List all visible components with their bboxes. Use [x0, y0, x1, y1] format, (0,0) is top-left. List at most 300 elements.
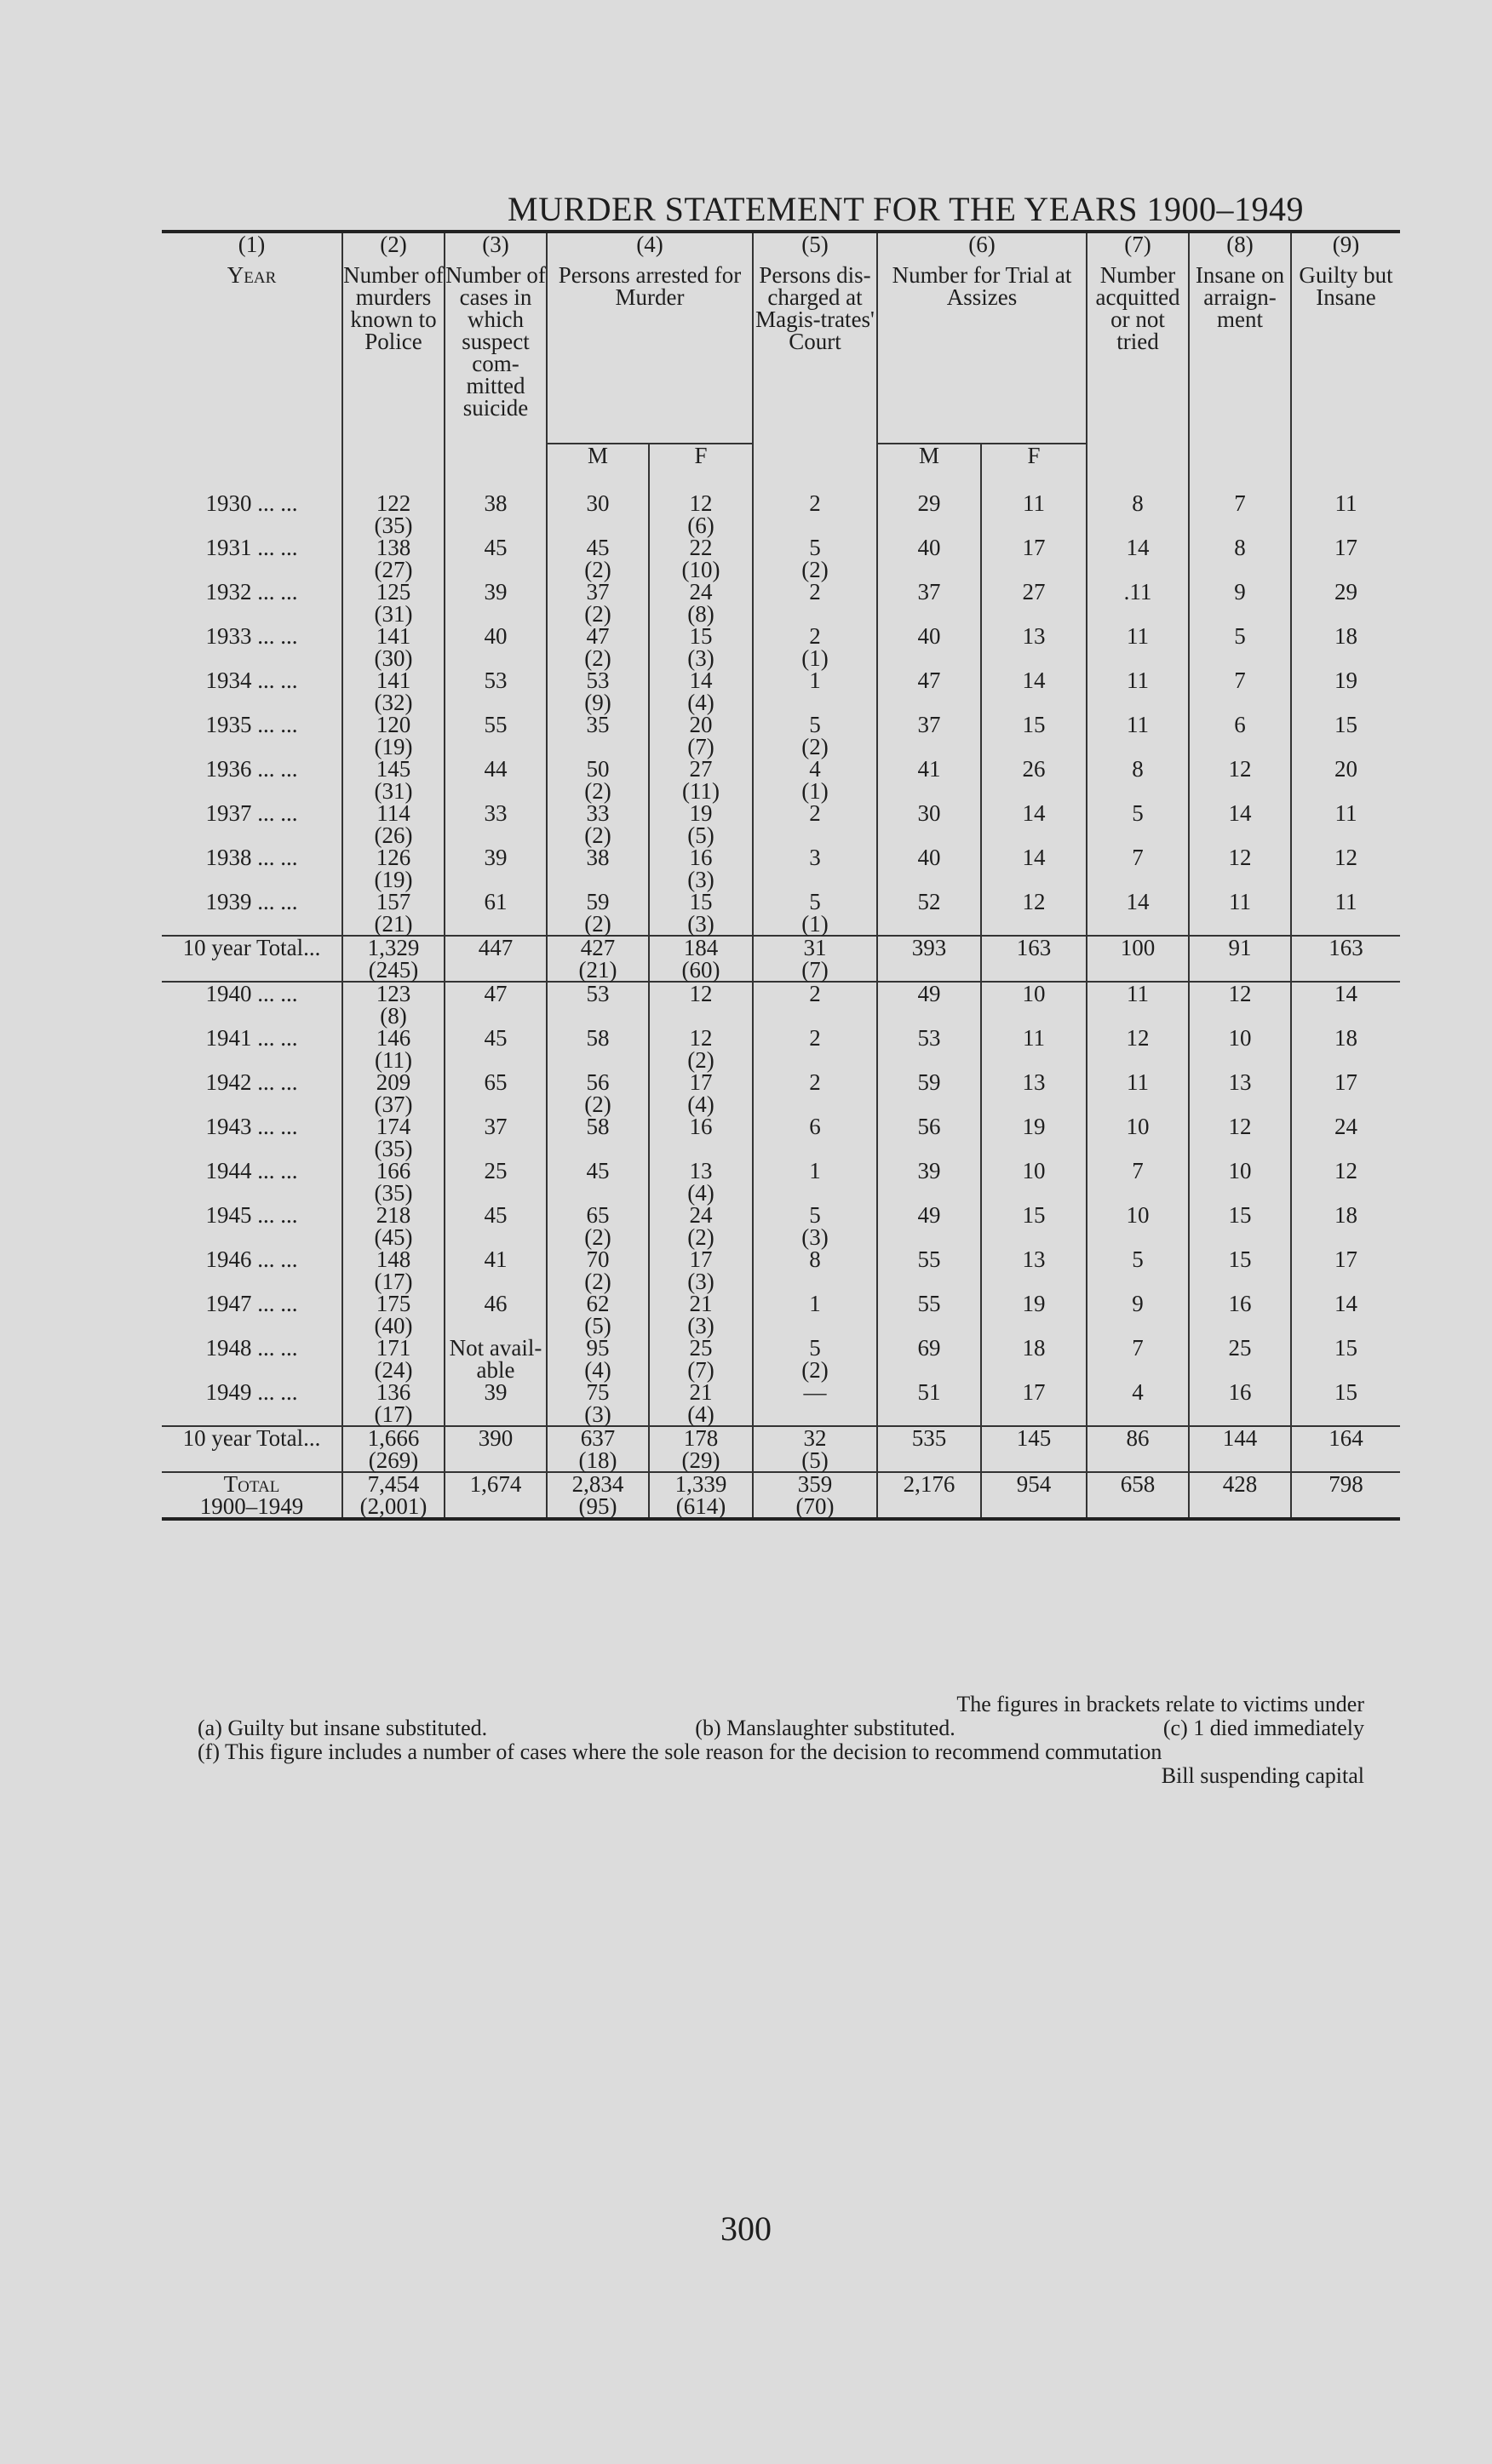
cell-c6m: [877, 936, 981, 982]
value-c2: 1,329: [367, 935, 420, 960]
value-c9: 17: [1334, 1246, 1358, 1272]
value-c6f: 11: [1023, 1025, 1046, 1051]
value-c2: 218: [376, 1202, 411, 1228]
value-c2: 145: [376, 756, 411, 782]
value-c7: 11: [1127, 623, 1150, 649]
value-c2: 166: [376, 1158, 411, 1183]
cell-c8: [1189, 1248, 1291, 1292]
cell-c9: [1291, 581, 1400, 625]
table-row: [162, 669, 1400, 713]
cell-c6m: [877, 713, 981, 758]
value-c5: 1: [809, 1158, 821, 1183]
cell-c6f: [981, 1472, 1087, 1519]
cell-c9: [1291, 758, 1400, 802]
cell-c8: [1189, 891, 1291, 936]
note-c: (c) 1 died immediately: [1162, 1716, 1364, 1740]
cell-c6m: [877, 846, 981, 891]
value-c4m: 47: [586, 623, 610, 649]
cell-c3: [445, 1337, 547, 1381]
header-arrested-m: M: [547, 444, 649, 492]
value-c2: 120: [376, 712, 411, 737]
cell-c9: [1291, 492, 1400, 536]
header-trial: Number for Trial at Assizes: [877, 264, 1087, 444]
year-label: 1945 ... ...: [205, 1202, 298, 1228]
cell-c6f: [981, 669, 1087, 713]
cell-c3: [445, 982, 547, 1027]
cell-c9: [1291, 713, 1400, 758]
value-c6f: 10: [1022, 981, 1046, 1006]
value-c5: 2: [809, 1025, 821, 1051]
bracket-c4m: (2): [584, 645, 611, 671]
header-trial-m: M: [877, 444, 981, 492]
value-c5: 359: [797, 1471, 833, 1497]
cell-c6m: [877, 1160, 981, 1204]
header-arrested: Persons arrested for Murder: [547, 264, 753, 444]
cell-c4m: [547, 492, 649, 536]
cell-c7: [1087, 891, 1189, 936]
cell-c5: [753, 1115, 877, 1160]
col-number-5: (5): [753, 232, 877, 264]
bracket-c2: (245): [368, 957, 419, 983]
cell-c8: [1189, 1292, 1291, 1337]
cell-c9: [1291, 625, 1400, 669]
value-c9: 11: [1334, 490, 1357, 516]
bracket-c2: (19): [374, 867, 413, 892]
cell-c9: [1291, 846, 1400, 891]
value-c8: 12: [1228, 981, 1252, 1006]
value-c2: 123: [376, 981, 411, 1006]
bracket-c4f: (4): [687, 1401, 714, 1427]
cell-c7: [1087, 936, 1189, 982]
value-c4f: 15: [689, 623, 713, 649]
cell-c9: [1291, 1381, 1400, 1426]
bracket-c2: (2,001): [359, 1493, 428, 1519]
value-c6m: 56: [917, 1114, 941, 1139]
cell-c2: [342, 936, 445, 982]
value-c5: 2: [809, 623, 821, 649]
value-c6f: 13: [1022, 1069, 1046, 1095]
bracket-c5: (1): [801, 778, 829, 804]
value-c4f: 15: [689, 889, 713, 914]
value-c3: 41: [484, 1246, 508, 1272]
value-c4m: 53: [586, 981, 610, 1006]
value-c8: 7: [1234, 490, 1246, 516]
cell-c4m: [547, 625, 649, 669]
cell-c6f: [981, 982, 1087, 1027]
cell-c2: [342, 625, 445, 669]
bracket-c2: (11): [375, 1047, 412, 1073]
year-label: 1942 ... ...: [205, 1069, 298, 1095]
value-c5: 2: [809, 981, 821, 1006]
cell-c4f: [649, 536, 753, 581]
value-c5: 31: [803, 935, 827, 960]
page-title: MURDER STATEMENT FOR THE YEARS 1900–1949: [508, 190, 1305, 228]
bracket-c2: (31): [374, 601, 413, 627]
cell-c6f: [981, 936, 1087, 982]
cell-c6m: [877, 1071, 981, 1115]
cell-c4m: [547, 982, 649, 1027]
value-c2: 122: [376, 490, 411, 516]
cell-c2: [342, 492, 445, 536]
value-c5: 32: [803, 1425, 827, 1451]
value-c7: 5: [1132, 1246, 1144, 1272]
bracket-c4f: (8): [687, 601, 714, 627]
value-c9: 11: [1334, 889, 1357, 914]
value-c2: 175: [376, 1291, 411, 1316]
value-c4f: 16: [689, 1114, 713, 1139]
bracket-c4f: (614): [675, 1493, 726, 1519]
table-row: [162, 1027, 1400, 1071]
value-c6f: 15: [1022, 712, 1046, 737]
bracket-c4f: (3): [687, 1269, 714, 1294]
cell-c4f: [649, 1472, 753, 1519]
table-row: [162, 536, 1400, 581]
cell-c8: [1189, 1426, 1291, 1472]
cell-c6m: [877, 982, 981, 1027]
bracket-c2: (8): [380, 1003, 407, 1029]
cell-c9: [1291, 1472, 1400, 1519]
value-c4f: 24: [689, 1202, 713, 1228]
cell-c7: [1087, 1027, 1189, 1071]
value-c4f: 21: [689, 1291, 713, 1316]
cell-c3: [445, 802, 547, 846]
cell-c9: [1291, 669, 1400, 713]
year-label: 1947 ... ...: [205, 1291, 298, 1316]
cell-c7: [1087, 1381, 1189, 1426]
col-number-6: (6): [877, 232, 1087, 264]
cell-c6f: [981, 1115, 1087, 1160]
cell-c3: [445, 492, 547, 536]
value-c4f: 184: [683, 935, 719, 960]
value-c2: 141: [376, 623, 411, 649]
cell-c6f: [981, 492, 1087, 536]
value-c4f: 22: [689, 535, 713, 560]
table-row: [162, 1248, 1400, 1292]
value-c6m: 30: [917, 800, 941, 826]
value-c9: 15: [1334, 1335, 1358, 1361]
year-label: 1934 ... ...: [205, 668, 298, 693]
value-c9: 17: [1334, 1069, 1358, 1095]
value-c6m: 59: [917, 1069, 941, 1095]
cell-c4m: [547, 1248, 649, 1292]
value-c4f: 12: [689, 1025, 713, 1051]
value-c8: 10: [1228, 1158, 1252, 1183]
bracket-c4m: (2): [584, 557, 611, 582]
cell-c4f: [649, 846, 753, 891]
bracket-c4m: (2): [584, 778, 611, 804]
value-c7: 7: [1132, 1335, 1144, 1361]
cell-c3: [445, 1472, 547, 1519]
bracket-c2: (32): [374, 690, 413, 715]
murder-statement-table: [162, 230, 1393, 1521]
bracket-c4m: (9): [584, 690, 611, 715]
cell-c3: [445, 1204, 547, 1248]
cell-c4f: [649, 1115, 753, 1160]
cell-c5: [753, 1426, 877, 1472]
cell-c5: [753, 891, 877, 936]
value-c6m: 55: [917, 1246, 941, 1272]
ten-year-total-label: 10 year Total...: [162, 1426, 342, 1472]
cell-c8: [1189, 936, 1291, 982]
value-c3: 45: [484, 535, 508, 560]
cell-c3: [445, 1292, 547, 1337]
value-c2: 146: [376, 1025, 411, 1051]
bracket-c4m: (2): [584, 1092, 611, 1117]
header-suicide-cases: Number of cases in which suspect com-mitted suicide: [445, 264, 547, 492]
note-f: (f) This figure includes a number of cases where the sole reason for the decision to recommend commutation: [198, 1739, 1162, 1764]
cell-c4m: [547, 846, 649, 891]
value-c6m: 52: [917, 889, 941, 914]
value-c6m: 41: [917, 756, 941, 782]
col-number-9: (9): [1291, 232, 1400, 264]
cell-c2: [342, 1472, 445, 1519]
cell-c7: [1087, 492, 1189, 536]
year-label: 1932 ... ...: [205, 579, 298, 605]
value-c5: 5: [809, 889, 821, 914]
value-c8: 9: [1234, 579, 1246, 605]
ten-year-total-row: [162, 1426, 1400, 1472]
cell-c8: [1189, 492, 1291, 536]
value-c6m: 49: [917, 1202, 941, 1228]
value-c4m: 62: [586, 1291, 610, 1316]
bracket-c4f: (3): [687, 867, 714, 892]
value-c4f: 12: [689, 981, 713, 1006]
value-c3: 39: [484, 579, 508, 605]
cell-c9: [1291, 1337, 1400, 1381]
value-c6f: 26: [1022, 756, 1046, 782]
cell-c9: [1291, 1160, 1400, 1204]
value-c3: 44: [484, 756, 508, 782]
grand-total-period: 1900–1949: [199, 1493, 304, 1519]
grand-total-row: [162, 1472, 1400, 1519]
value-c9: 18: [1334, 1202, 1358, 1228]
bracket-c2: (37): [374, 1092, 413, 1117]
value-c9: 164: [1328, 1425, 1363, 1451]
value-c6m: 37: [917, 712, 941, 737]
cell-c8: [1189, 536, 1291, 581]
value-c4f: 12: [689, 490, 713, 516]
value-c4m: 58: [586, 1114, 610, 1139]
table-row: [162, 1071, 1400, 1115]
bracket-c5: (2): [801, 557, 829, 582]
value-c3: 45: [484, 1025, 508, 1051]
value-c8: 5: [1234, 623, 1246, 649]
table-row: [162, 492, 1400, 536]
value-c3: 1,674: [469, 1471, 522, 1497]
cell-c6m: [877, 1115, 981, 1160]
cell-c6f: [981, 758, 1087, 802]
value-c7: 8: [1132, 490, 1144, 516]
cell-c5: [753, 1337, 877, 1381]
value-c7: 11: [1127, 1069, 1150, 1095]
cell-c4f: [649, 1071, 753, 1115]
value-c9: 14: [1334, 981, 1358, 1006]
year-label: 1948 ... ...: [205, 1335, 298, 1361]
table-row: [162, 1160, 1400, 1204]
bracket-c4f: (3): [687, 645, 714, 671]
bracket-c2: (21): [374, 911, 413, 937]
bracket-c4m: (5): [584, 1313, 611, 1338]
value-c6m: 29: [917, 490, 941, 516]
cell-c8: [1189, 625, 1291, 669]
cell-c7: [1087, 1472, 1189, 1519]
value-c3: 25: [484, 1158, 508, 1183]
value-c3: 39: [484, 1379, 508, 1405]
value-c6f: 15: [1022, 1202, 1046, 1228]
value-c4m: 45: [586, 1158, 610, 1183]
cell-c4m: [547, 1160, 649, 1204]
value-c3: 447: [478, 935, 514, 960]
value-c4f: 13: [689, 1158, 713, 1183]
bracket-c4m: (2): [584, 1224, 611, 1250]
value-c6m: 40: [917, 535, 941, 560]
bracket-c2: (269): [368, 1447, 419, 1473]
value-c5: 4: [809, 756, 821, 782]
cell-c7: [1087, 758, 1189, 802]
value-c4m: 65: [586, 1202, 610, 1228]
cell-c2: [342, 758, 445, 802]
table-row: [162, 1115, 1400, 1160]
cell-c7: [1087, 1115, 1189, 1160]
cell-c4m: [547, 536, 649, 581]
cell-c7: [1087, 982, 1189, 1027]
value-c4m: 33: [586, 800, 610, 826]
value-c9: 14: [1334, 1291, 1358, 1316]
cell-c6f: [981, 891, 1087, 936]
value-c3: 55: [484, 712, 508, 737]
bracket-c4f: (11): [682, 778, 720, 804]
value-c4m: 75: [586, 1379, 610, 1405]
cell-c2: [342, 802, 445, 846]
value-c7: 8: [1132, 756, 1144, 782]
bracket-c4m: (21): [578, 957, 617, 983]
value-c8: 7: [1234, 668, 1246, 693]
ten-year-total-label: 10 year Total...: [162, 936, 342, 982]
bracket-c4f: (4): [687, 1180, 714, 1206]
value-c2: 125: [376, 579, 411, 605]
bracket-c4f: (4): [687, 1092, 714, 1117]
cell-c2: [342, 1115, 445, 1160]
cell-c6f: [981, 1027, 1087, 1071]
value-c4m: 427: [580, 935, 616, 960]
cell-c4f: [649, 1160, 753, 1204]
bracket-c5: (3): [801, 1224, 829, 1250]
cell-c8: [1189, 1071, 1291, 1115]
cell-c8: [1189, 1027, 1291, 1071]
bracket-c4f: (3): [687, 911, 714, 937]
value-c2: 114: [376, 800, 410, 826]
bracket-c2: (26): [374, 822, 413, 848]
column-header-row: [162, 264, 1400, 444]
value-c6f: 954: [1016, 1471, 1052, 1497]
value-c4m: 95: [586, 1335, 610, 1361]
value-c6f: 14: [1022, 800, 1046, 826]
cell-c6f: [981, 1292, 1087, 1337]
cell-c5: [753, 758, 877, 802]
cell-c9: [1291, 936, 1400, 982]
cell-c4m: [547, 891, 649, 936]
cell-c4f: [649, 1337, 753, 1381]
bracket-c4f: (6): [687, 513, 714, 538]
col-number-2: (2): [342, 232, 445, 264]
cell-c2: [342, 1426, 445, 1472]
cell-c6m: [877, 1426, 981, 1472]
cell-c4m: [547, 1027, 649, 1071]
year-label: 1937 ... ...: [205, 800, 298, 826]
bracket-c4m: (2): [584, 601, 611, 627]
bracket-c2: (17): [374, 1401, 413, 1427]
value-c9: 15: [1334, 712, 1358, 737]
year-label: 1941 ... ...: [205, 1025, 298, 1051]
cell-c4f: [649, 1381, 753, 1426]
year-label: 1940 ... ...: [205, 981, 298, 1006]
value-c5: 2: [809, 579, 821, 605]
cell-c4m: [547, 1204, 649, 1248]
year-label: 1944 ... ...: [205, 1158, 298, 1183]
cell-c5: [753, 1204, 877, 1248]
value-c7: 10: [1126, 1114, 1150, 1139]
value-c6f: 19: [1022, 1114, 1046, 1139]
cell-c6m: [877, 802, 981, 846]
cell-c3: [445, 891, 547, 936]
value-c5: 5: [809, 1202, 821, 1228]
value-c8: 12: [1228, 756, 1252, 782]
value-c7: 14: [1126, 535, 1150, 560]
value-c2: 7,454: [367, 1471, 420, 1497]
value-c5: 2: [809, 800, 821, 826]
cell-c9: [1291, 1292, 1400, 1337]
cell-c3: [445, 1115, 547, 1160]
cell-c2: [342, 713, 445, 758]
cell-c4f: [649, 625, 753, 669]
year-label: 1938 ... ...: [205, 845, 298, 870]
cell-c2: [342, 1292, 445, 1337]
table-row: [162, 846, 1400, 891]
value-c8: 6: [1234, 712, 1246, 737]
cell-c3: [445, 625, 547, 669]
cell-c3: [445, 536, 547, 581]
ten-year-total-row: [162, 936, 1400, 982]
value-c6f: 145: [1016, 1425, 1052, 1451]
bracket-c4f: (29): [681, 1447, 720, 1473]
value-c3: 45: [484, 1202, 508, 1228]
col-number-7: (7): [1087, 232, 1189, 264]
year-label: 1933 ... ...: [205, 623, 298, 649]
value-c4f: 1,339: [674, 1471, 727, 1497]
cell-c8: [1189, 1115, 1291, 1160]
cell-c7: [1087, 846, 1189, 891]
bracket-c4m: (2): [584, 822, 611, 848]
bracket-c2: (19): [374, 734, 413, 759]
cell-c6f: [981, 581, 1087, 625]
value-c6m: 40: [917, 623, 941, 649]
cell-c7: [1087, 669, 1189, 713]
cell-c3: [445, 581, 547, 625]
cell-c7: [1087, 625, 1189, 669]
value-c7: 11: [1127, 712, 1150, 737]
value-c3: 33: [484, 800, 508, 826]
bracket-c2: (35): [374, 1180, 413, 1206]
value-c7: 5: [1132, 800, 1144, 826]
year-label: 1946 ... ...: [205, 1246, 298, 1272]
value-c8: 12: [1228, 845, 1252, 870]
cell-c4f: [649, 1426, 753, 1472]
value-c5: 1: [809, 668, 821, 693]
cell-c4m: [547, 1426, 649, 1472]
table-row: [162, 713, 1400, 758]
bracket-c5: (2): [801, 1357, 829, 1383]
cell-c5: [753, 846, 877, 891]
